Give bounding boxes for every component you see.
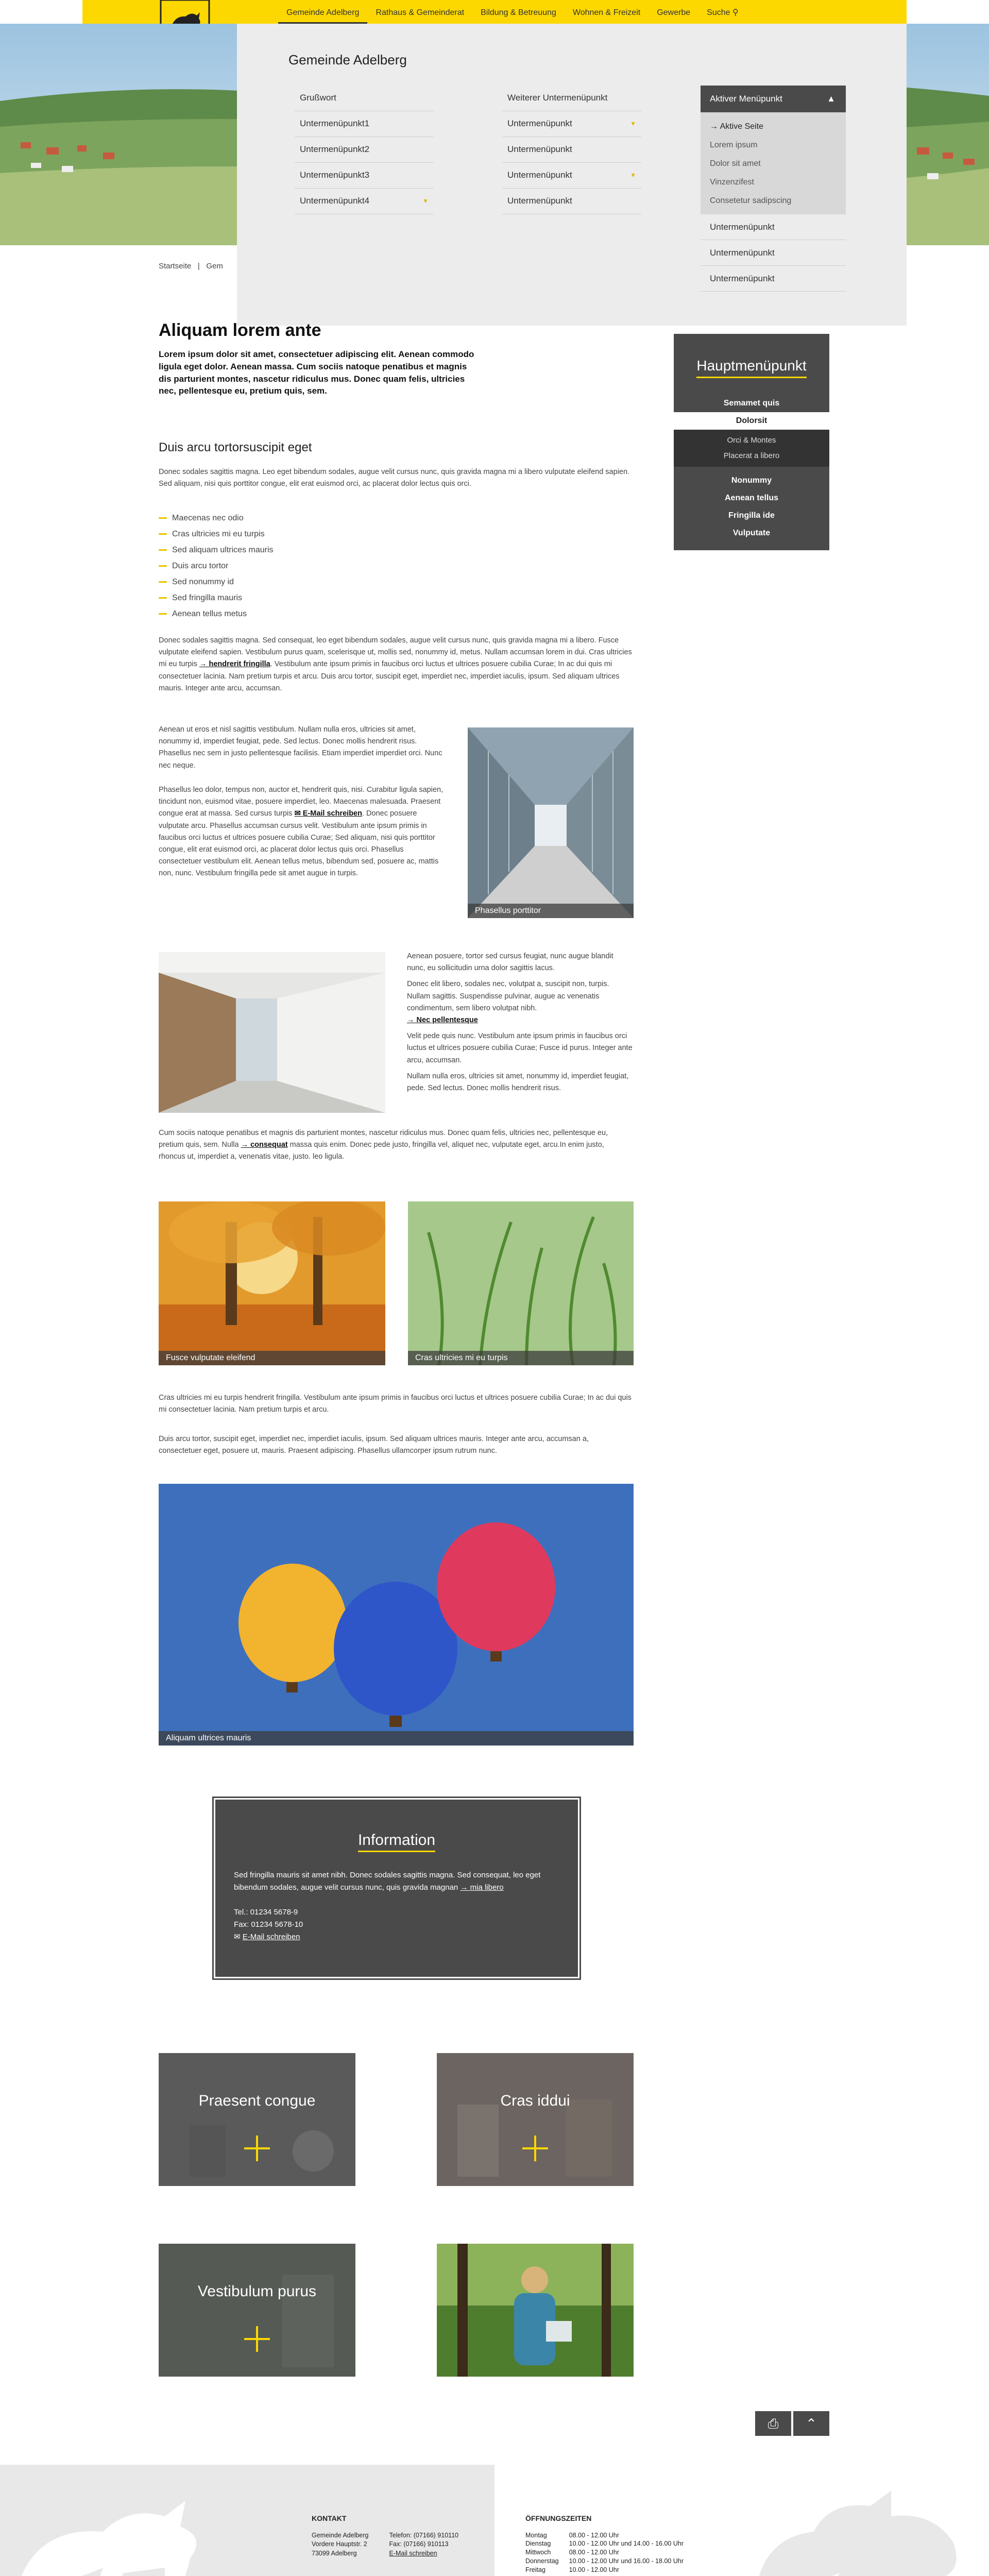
- mega-link[interactable]: [502, 111, 641, 137]
- autumn-image[interactable]: [159, 1201, 385, 1365]
- hours-time: 10.00 - 12.00 Uhr und 14.00 - 16.00 Uhr: [569, 2540, 684, 2548]
- heraldic-animal-right: [737, 2480, 979, 2576]
- info-link[interactable]: [460, 1883, 503, 1892]
- chevron-down-icon: ▼: [422, 197, 429, 205]
- mega-link[interactable]: Untermenüpunkt: [701, 214, 846, 240]
- mega-column-2: [502, 86, 641, 214]
- mega-link[interactable]: [502, 163, 641, 189]
- chevron-down-icon: ▼: [630, 120, 636, 127]
- address-line: Vordere Hauptstr. 2: [312, 2540, 367, 2548]
- paragraph: Cras ultricies mi eu turpis hendrerit fringilla. Vestibulum ante ipsum primis in faucibus orci luctus et ultrices posuere cubilia Curae; In ac dui quis mi consectetuer lacinia. Nam pretium turpis et arcu.: [159, 1394, 632, 1414]
- sidebar-subitem[interactable]: Orci & Montes: [674, 430, 829, 448]
- list-item: Duis arcu tortor: [159, 558, 274, 574]
- inline-link[interactable]: [407, 1016, 478, 1024]
- list-item: Sed aliquam ultrices mauris: [159, 542, 274, 558]
- corridor-image[interactable]: [468, 727, 634, 918]
- table-row: [525, 2557, 694, 2566]
- paragraph-text: . Donec posuere vulputate arcu. Phasellus accumsan cursus velit. Vestibulum ante ipsum primis in faucibus orci luctus et ultrices posuere cubilia Curae; Sed aliquam, nisi quis porttitor congue, elit erat euismod orci, ac placerat dolor lectus quis orci. Phasellus consectetuer vestibulum elit. Aenean tellus metus, bibendum sed, posuere ac, mattis non, nunc. Vestibulum fringilla pede sit amet augue in turpis.: [159, 809, 439, 878]
- hours-table: [525, 2531, 694, 2574]
- mega-link[interactable]: [295, 137, 434, 163]
- breadcrumb-home[interactable]: Startseite: [159, 262, 192, 270]
- active-menu-header[interactable]: [701, 86, 846, 112]
- paragraph: [407, 1014, 634, 1026]
- sidebar-item-selected[interactable]: Dolorsit: [674, 412, 829, 430]
- hours-time: 08.00 - 12.00 Uhr: [569, 2549, 619, 2556]
- plus-icon: [522, 2136, 548, 2161]
- info-text: [234, 1869, 564, 1943]
- inline-link[interactable]: [241, 1141, 288, 1149]
- info-link-label: mia libero: [470, 1883, 504, 1892]
- link-arrow-icon: →: [241, 1141, 249, 1149]
- nav-item-wohnen[interactable]: Wohnen & Freizeit: [572, 8, 641, 17]
- submenu-item[interactable]: Consetetur sadipscing: [710, 196, 792, 205]
- paragraph: [159, 635, 633, 694]
- breadcrumb-current[interactable]: Gem: [206, 262, 223, 270]
- tile-label: Vestibulum purus: [197, 2283, 317, 2300]
- sidebar-item[interactable]: Aenean tellus: [674, 489, 829, 507]
- breadcrumb-separator: |: [197, 262, 200, 270]
- plus-icon: [244, 2136, 270, 2161]
- mega-menu: [237, 24, 907, 326]
- paragraph: Donec sodales sagittis magna. Leo eget bibendum sodales, augue velit cursus nunc, quis gravida magna mi a libero vulputate eleifend sapien. Sed aliquam, nisi quis porttitor congue, elit erat euismod orci, ac placerat dolor lectus quis orci.: [159, 468, 630, 488]
- paragraph: [159, 1127, 633, 1163]
- table-row: [525, 2531, 694, 2540]
- list-item: Maecenas nec odio: [159, 510, 274, 526]
- footer: [0, 2465, 989, 2576]
- paragraph: Aenean posuere, tortor sed cursus feugiat, nunc augue blandit nunc, eu sollicitudin urna dolor sagittis lacus.: [407, 952, 613, 973]
- paragraph-text: Donec sodales sagittis magna. Sed consequat, leo eget bibendum sodales, augue velit cursus nunc, quis gravida magna mi a libero. Fusce vulputate eleifend sapien. Vestibulum purus quam, scelerisque ut, mollis sed, nonummy id, metus. Nullam accumsan lorem in dui. Cras ultricies mi eu turpis: [159, 636, 632, 669]
- fax-line: Fax: (07166) 910113: [389, 2540, 449, 2548]
- inline-link-label: Nec pellentesque: [416, 1015, 478, 1024]
- link-arrow-icon: →: [199, 660, 207, 669]
- submenu-item-label: Aktive Seite: [720, 122, 764, 131]
- active-menu: [701, 86, 846, 292]
- link-arrow-icon: →: [460, 1883, 468, 1892]
- sidebar-title-label: Hauptmenüpunkt: [696, 358, 806, 378]
- list-item: Aenean tellus metus: [159, 606, 274, 622]
- paragraph: [159, 784, 445, 880]
- tile-label: Cras iddui: [500, 2092, 570, 2109]
- mega-link-label: Grußwort: [300, 93, 336, 103]
- mail-icon: ✉: [234, 1933, 241, 1941]
- mega-link-label: Untermenüpunkt4: [300, 196, 370, 206]
- info-title-label: Information: [358, 1832, 435, 1852]
- scroll-top-icon[interactable]: ⌃: [793, 2411, 829, 2436]
- paragraph: Aenean ut eros et nisl sagittis vestibulum. Nullam nulla eros, ultricies sit amet, nonummy id, imperdiet feugiat, pede. Sed lectus. Donec mollis hendrerit risus. Phasellus nec sem in justo pellentesque facilisis. Etiam imperdiet imperdiet orci. Nunc nec neque.: [159, 725, 442, 770]
- inline-link-label: consequat: [250, 1141, 288, 1149]
- mail-icon: ✉: [294, 809, 301, 818]
- mega-link-label: Untermenüpunkt: [507, 118, 572, 128]
- inline-link-label: hendrerit fringilla: [209, 660, 270, 669]
- mega-link[interactable]: Untermenüpunkt: [701, 240, 846, 266]
- hallway-image[interactable]: [159, 952, 385, 1113]
- plus-icon: [244, 2326, 270, 2352]
- inline-link[interactable]: [199, 660, 270, 668]
- hours-day: Montag: [525, 2531, 547, 2539]
- chevron-down-icon: ▼: [630, 172, 636, 179]
- address-line: 73099 Adelberg: [312, 2549, 357, 2557]
- sidebar-title: [674, 334, 829, 391]
- hours-time: 10.00 - 12.00 Uhr und 16.00 - 18.00 Uhr: [569, 2557, 684, 2565]
- mega-column-1: [295, 86, 434, 214]
- mega-link-label: Untermenüpunkt: [507, 196, 572, 206]
- teaser-tile[interactable]: [159, 2244, 355, 2377]
- info-paragraph: Sed fringilla mauris sit amet nibh. Donec sodales sagittis magna. Sed consequat, leo eget bibendum sodales, augue velit cursus nunc, quis gravida magnan: [234, 1871, 541, 1892]
- submenu-item[interactable]: Vinzenzifest: [710, 178, 754, 187]
- sidebar-item[interactable]: Fringilla ide: [674, 507, 829, 524]
- mega-link-label: Untermenüpunkt1: [300, 118, 370, 128]
- active-menu-rest: [701, 214, 846, 292]
- breadcrumb: [159, 260, 223, 272]
- search-icon: ⚲: [732, 8, 739, 17]
- list-item: Cras ultricies mi eu turpis: [159, 526, 274, 542]
- image-caption: Cras ultricies mi eu turpis: [408, 1351, 634, 1365]
- teaser-tile-photo[interactable]: [437, 2244, 634, 2377]
- info-box: [214, 1798, 579, 1978]
- mega-link[interactable]: [295, 163, 434, 189]
- active-menu-label: Aktiver Menüpunkt: [710, 94, 782, 104]
- table-row: [525, 2566, 694, 2574]
- grass-image[interactable]: [408, 1201, 634, 1365]
- info-fax: Fax: 01234 5678-10: [234, 1920, 303, 1929]
- hours-day: Mittwoch: [525, 2549, 551, 2556]
- sidebar-item[interactable]: Vulputate: [674, 524, 829, 550]
- mega-link[interactable]: Untermenüpunkt: [701, 266, 846, 292]
- hours-day: Dienstag: [525, 2540, 551, 2548]
- footer-hours: [525, 2514, 694, 2574]
- paragraph: Velit pede quis nunc. Vestibulum ante ipsum primis in faucibus orci luctus et ultrices posuere cubilia Curae; Fusce id purus. Integer ante arcu, accumsan.: [407, 1032, 633, 1064]
- submenu-item-current[interactable]: → Aktive Seite: [710, 122, 764, 131]
- mega-link-label: Weiterer Untermenüpunkt: [507, 93, 608, 103]
- nav-item-bildung[interactable]: Bildung & Betreuung: [481, 8, 556, 17]
- mega-link[interactable]: [295, 111, 434, 137]
- image-caption: Fusce vulputate eleifend: [159, 1351, 385, 1365]
- mega-link-label: Untermenüpunkt2: [300, 144, 370, 154]
- tile-label: Praesent congue: [198, 2092, 316, 2109]
- sidebar-menu: [674, 334, 829, 550]
- submenu-item[interactable]: Dolor sit amet: [710, 159, 761, 168]
- chevron-up-icon: ▲: [827, 94, 835, 104]
- print-icon[interactable]: ⎙: [755, 2411, 791, 2436]
- paragraph: Duis arcu tortor, suscipit eget, imperdiet nec, imperdiet iaculis, ipsum. Sed aliquam ultrices mauris. Integer ante arcu, accumsan a, consectetuer eget, posuere ut, mauris. Praesent adipiscing. Phasellus ullamcorper ipsum rutrum nunc.: [159, 1435, 589, 1455]
- image-caption: Phasellus porttitor: [468, 904, 634, 918]
- footer-email-link[interactable]: E-Mail schreiben: [389, 2549, 437, 2557]
- paragraph-text: . Vestibulum ante ipsum primis in faucibus orci luctus et ultrices posuere cubilia Curae; In ac dui quis mi consectetuer lacinia. Nam pretium turpis et arcu. Duis arcu tortor, suscipit eget, imperdiet nec, imperdiet iaculis, ipsum. Sed aliquam ultrices mauris. Integer ante arcu, accumsan.: [159, 660, 620, 692]
- paragraph-text: Phasellus leo dolor, tempus non, auctor et, hendrerit quis, nisi. Curabitur ligula sapien, tincidunt non, euismod vitae, posuere imperdiet, leo. Maecenas malesuada. Praesent congue erat at massa. Sed cursus turpis: [159, 786, 444, 818]
- paragraph: Donec elit libero, sodales nec, volutpat a, suscipit non, turpis. Nullam sagittis. Suspendisse pulvinar, augue ac venenatis condimentum, sem libero volutpat nibh.: [407, 980, 609, 1012]
- info-email[interactable]: [234, 1931, 564, 1943]
- sidebar-subitem[interactable]: Placerat a libero: [674, 448, 829, 467]
- hours-time: 10.00 - 12.00 Uhr: [569, 2566, 619, 2574]
- mega-link[interactable]: [502, 189, 641, 214]
- active-submenu: [701, 112, 846, 214]
- footer-contact-title: KONTAKT: [312, 2514, 347, 2522]
- hours-time: 08.00 - 12.00 Uhr: [569, 2531, 619, 2539]
- page-title: Aliquam lorem ante: [159, 320, 321, 340]
- nav-item-gewerbe[interactable]: Gewerbe: [657, 8, 691, 17]
- email-link[interactable]: [295, 809, 362, 818]
- list-item: Sed fringilla mauris: [159, 590, 274, 606]
- footer-contact: [312, 2514, 458, 2558]
- info-title: [215, 1828, 578, 1853]
- sidebar-item[interactable]: Nonummy: [674, 467, 829, 489]
- bullet-list: [159, 510, 274, 622]
- mega-link[interactable]: [502, 86, 641, 111]
- lead-paragraph: Lorem ipsum dolor sit amet, consectetuer adipiscing elit. Aenean commodo ligula eget dolor. Aenean massa. Cum sociis natoque penatibus et magnis dis parturient montes, nascetur ridiculus mus. Donec quam felis, ultricies nec, pellentesque eu, pretium quis, sem.: [159, 349, 474, 396]
- paragraph-text: massa quis enim. Donec pede justo, fringilla vel, aliquet nec, vulputate eget, arcu.In enim justo, rhoncus ut, imperdiet a, venenatis vitae, justo. leo ligula.: [159, 1141, 604, 1161]
- info-phone: Tel.: 01234 5678-9: [234, 1908, 298, 1917]
- table-row: [525, 2548, 694, 2557]
- nav-item-rathaus[interactable]: Rathaus & Gemeinderat: [376, 8, 465, 17]
- footer-address: [312, 2531, 369, 2558]
- table-row: [525, 2539, 694, 2548]
- mega-link-label: Untermenüpunkt3: [300, 170, 370, 180]
- list-item: Sed nonummy id: [159, 574, 274, 590]
- submenu-item[interactable]: Lorem ipsum: [710, 141, 758, 149]
- heraldic-animal-left: [10, 2485, 216, 2576]
- teaser-tile[interactable]: [159, 2053, 355, 2186]
- link-arrow-icon: →: [407, 1015, 415, 1024]
- section-heading: Duis arcu tortorsuscipit eget: [159, 440, 312, 454]
- side-text: [407, 951, 634, 1094]
- mega-link[interactable]: [502, 137, 641, 163]
- mega-link-label: Untermenüpunkt: [507, 170, 572, 180]
- mega-link-label: Untermenüpunkt: [507, 144, 572, 154]
- paragraph-text: Cum sociis natoque penatibus et magnis dis parturient montes, nascetur ridiculus mus. Donec quam felis, ultricies nec, pellentesque eu, pretium quis, sem. Nulla: [159, 1129, 608, 1149]
- info-email-label: E-Mail schreiben: [242, 1933, 300, 1941]
- mega-menu-title: Gemeinde Adelberg: [288, 52, 407, 67]
- footer-hours-title: ÖFFNUNGSZEITEN: [525, 2514, 592, 2522]
- mega-link[interactable]: [295, 189, 434, 214]
- main-nav: [278, 0, 747, 24]
- search-label: Suche: [707, 8, 730, 17]
- paragraph: Nullam nulla eros, ultricies sit amet, nonummy id, imperdiet feugiat, pede. Sed lectus. Donec mollis hendrerit risus.: [407, 1072, 629, 1092]
- phone-line: Telefon: (07166) 910110: [389, 2531, 459, 2539]
- balloons-image[interactable]: [159, 1484, 634, 1745]
- hours-day: Freitag: [525, 2566, 545, 2574]
- mega-link[interactable]: [295, 86, 434, 111]
- email-link-label: E-Mail schreiben: [302, 809, 362, 818]
- footer-phone: [389, 2531, 459, 2558]
- teaser-tile[interactable]: [437, 2053, 634, 2186]
- sidebar-item[interactable]: Semamet quis: [674, 391, 829, 412]
- address-line: Gemeinde Adelberg: [312, 2531, 369, 2539]
- image-caption: Aliquam ultrices mauris: [159, 1731, 634, 1745]
- hours-day: Donnerstag: [525, 2557, 559, 2565]
- nav-item-search[interactable]: [698, 0, 747, 24]
- nav-item-gemeinde[interactable]: Gemeinde Adelberg: [278, 0, 367, 24]
